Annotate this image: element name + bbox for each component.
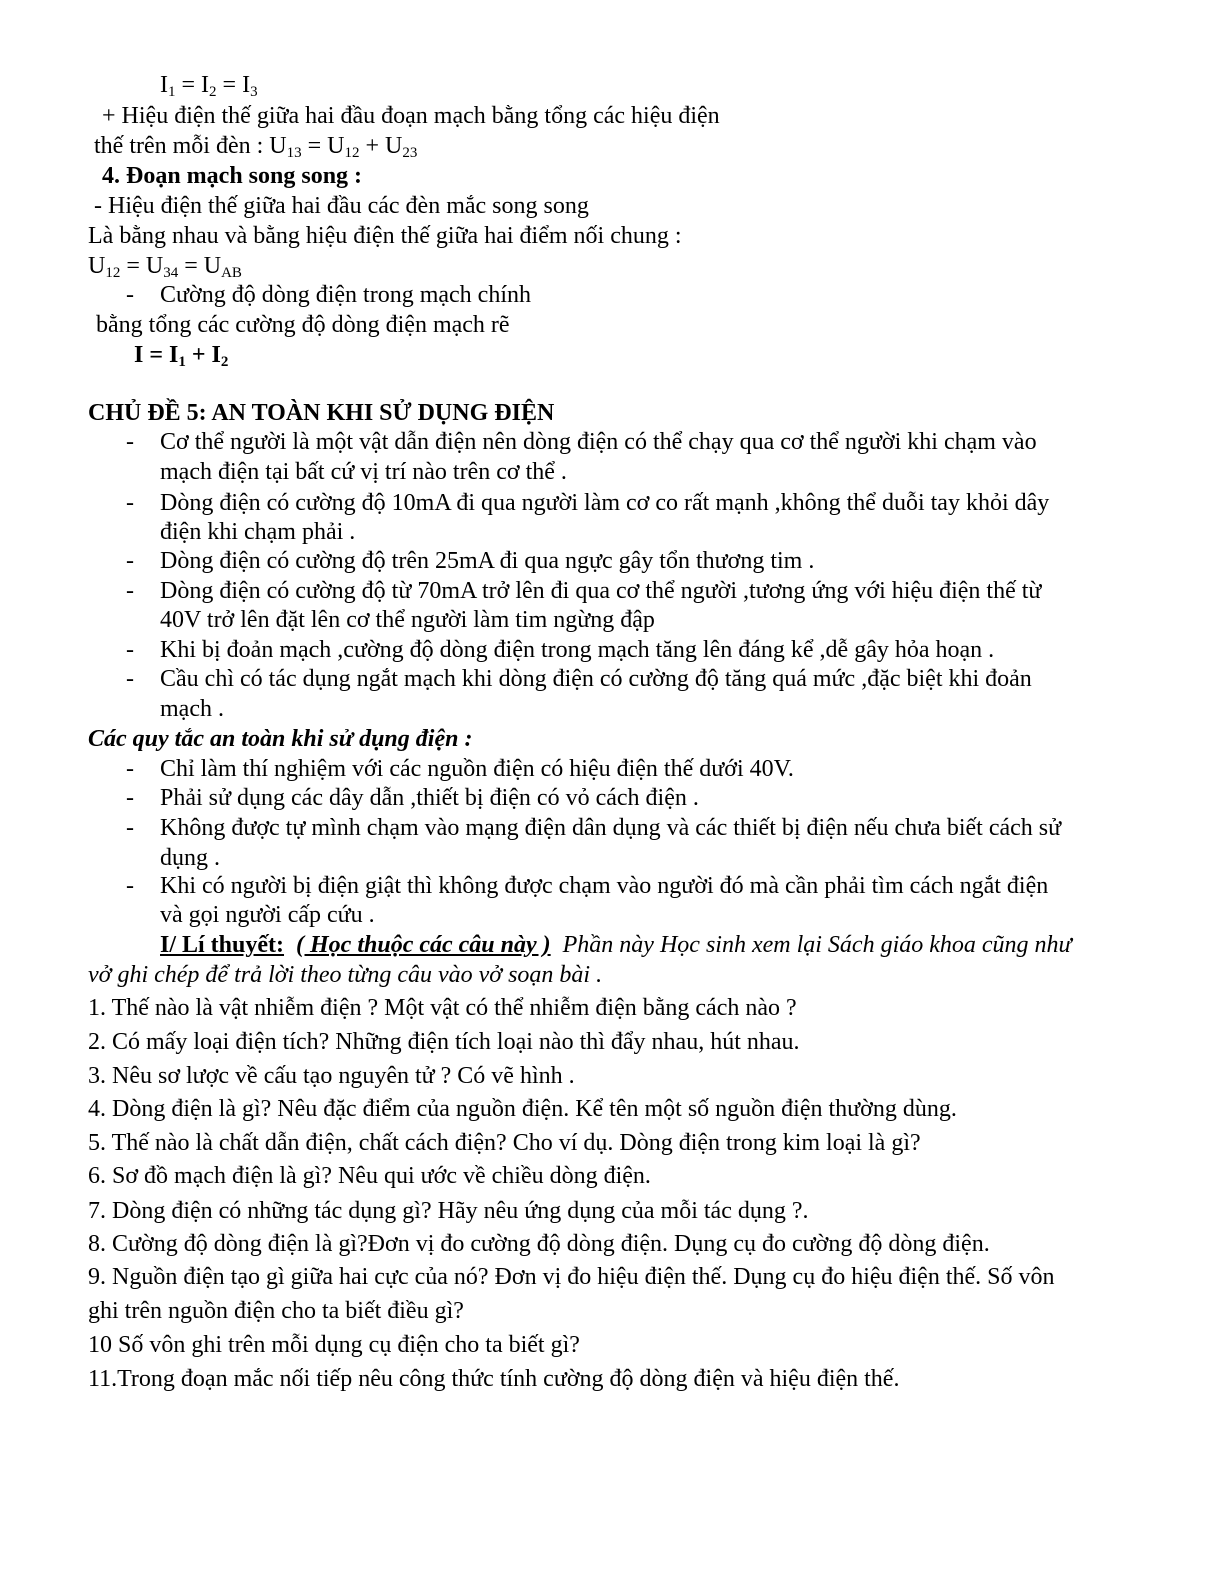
safety-fact-6-line2: mạch . <box>160 696 224 722</box>
safety-fact-4-line2: 40V trở lên đặt lên cơ thể người làm tim ngừng đập <box>160 607 655 633</box>
series-current-formula: $I_1 = I_2 = I_3$ <box>160 72 258 100</box>
bullet-dash: - <box>126 756 134 782</box>
theory-instruction: ( Học thuộc các câu này ) <box>296 932 551 958</box>
safety-rule-3-line2: dụng . <box>160 845 220 871</box>
safety-rule-4-line2: và gọi người cấp cứu . <box>160 902 375 928</box>
question-2: 2. Có mấy loại điện tích? Những điện tích loại nào thì đẩy nhau, hút nhau. <box>88 1029 800 1055</box>
safety-fact-2-line2: điện khi chạm phải . <box>160 519 356 545</box>
bullet-dash: - <box>126 873 134 899</box>
question-9-line2: ghi trên nguồn điện cho ta biết điều gì? <box>88 1298 464 1324</box>
parallel-current-line1: Cường độ dòng điện trong mạch chính <box>160 282 531 308</box>
series-voltage-formula: thế trên mỗi đèn : $U_{13} = U_{12} + U_{23}$ <box>94 133 418 161</box>
safety-rule-2: Phải sử dụng các dây dẫn ,thiết bị điện có vỏ cách điện . <box>160 785 699 811</box>
parallel-voltage-formula: $U_{12} = U_{34} = U_{AB}$ <box>88 253 242 281</box>
question-4: 4. Dòng điện là gì? Nêu đặc điểm của nguồn điện. Kể tên một số nguồn điện thường dùng. <box>88 1096 957 1122</box>
bullet-dash: - <box>126 578 134 604</box>
question-10: 10 Số vôn ghi trên mỗi dụng cụ điện cho ta biết gì? <box>88 1332 580 1358</box>
question-1: 1. Thế nào là vật nhiễm điện ? Một vật có thể nhiễm điện bằng cách nào ? <box>88 995 797 1021</box>
safety-rule-1: Chỉ làm thí nghiệm với các nguồn điện có hiệu điện thế dưới 40V. <box>160 756 794 782</box>
safety-heading: CHỦ ĐỀ 5: AN TOÀN KHI SỬ DỤNG ĐIỆN <box>88 400 555 426</box>
theory-note: Phần này Học sinh xem lại Sách giáo khoa cũng như <box>562 932 1072 958</box>
series-voltage-rule: + Hiệu điện thế giữa hai đầu đoạn mạch bằng tổng các hiệu điện <box>102 103 720 129</box>
theory-note-line2: vở ghi chép để trả lời theo từng câu vào vở soạn bài . <box>88 962 603 988</box>
parallel-current-line2: bằng tổng các cường độ dòng điện mạch rẽ <box>96 312 510 338</box>
theory-heading-line <box>160 930 1072 960</box>
bullet-dash: - <box>126 429 134 455</box>
safety-fact-2-line1: Dòng điện có cường độ 10mA đi qua người làm cơ co rất mạnh ,không thể duỗi tay khỏi dây <box>160 490 1050 516</box>
theory-label: I/ Lí thuyết: <box>160 932 285 958</box>
safety-fact-3-line1: Dòng điện có cường độ trên 25mA đi qua ngực gây tổn thương tim . <box>160 548 815 574</box>
question-9-line1: 9. Nguồn điện tạo gì giữa hai cực của nó? Đơn vị đo hiệu điện thế. Dụng cụ đo hiệu điện thế. Số vôn <box>88 1264 1055 1290</box>
safety-fact-6-line1: Cầu chì có tác dụng ngắt mạch khi dòng điện có cường độ tăng quá mức ,đặc biệt khi đoản <box>160 666 1032 692</box>
safety-fact-5-line1: Khi bị đoản mạch ,cường độ dòng điện trong mạch tăng lên đáng kể ,dễ gây hỏa hoạn . <box>160 637 995 663</box>
safety-rules-heading: Các quy tắc an toàn khi sử dụng điện : <box>88 726 473 752</box>
parallel-current-formula: $I = I_1 + I_2$ <box>134 342 229 370</box>
safety-fact-1-line2: mạch điện tại bất cứ vị trí nào trên cơ thể . <box>160 459 567 485</box>
question-11: 11.Trong đoạn mắc nối tiếp nêu công thức tính cường độ dòng điện và hiệu điện thế. <box>88 1366 900 1392</box>
bullet-dash: - <box>126 282 134 308</box>
question-5: 5. Thế nào là chất dẫn điện, chất cách điện? Cho ví dụ. Dòng điện trong kim loại là gì? <box>88 1130 921 1156</box>
bullet-dash: - <box>126 490 134 516</box>
safety-rule-4-line1: Khi có người bị điện giật thì không được chạm vào người đó mà cần phải tìm cách ngắt điện <box>160 873 1049 899</box>
bullet-dash: - <box>126 637 134 663</box>
safety-rule-3-line1: Không được tự mình chạm vào mạng điện dân dụng và các thiết bị điện nếu chưa biết cách sử <box>160 815 1062 841</box>
bullet-dash: - <box>126 666 134 692</box>
bullet-dash: - <box>126 785 134 811</box>
parallel-voltage-line1: - Hiệu điện thế giữa hai đầu các đèn mắc song song <box>94 193 589 219</box>
safety-fact-4-line1: Dòng điện có cường độ từ 70mA trở lên đi qua cơ thể người ,tương ứng với hiệu điện thế từ <box>160 578 1042 604</box>
bullet-dash: - <box>126 548 134 574</box>
safety-fact-1-line1: Cơ thể người là một vật dẫn điện nên dòng điện có thể chạy qua cơ thể người khi chạm vào <box>160 429 1037 455</box>
question-6: 6. Sơ đồ mạch điện là gì? Nêu qui ước về chiều dòng điện. <box>88 1163 651 1189</box>
bullet-dash: - <box>126 815 134 841</box>
question-8: 8. Cường độ dòng điện là gì?Đơn vị đo cường độ dòng điện. Dụng cụ đo cường độ dòng điện. <box>88 1231 990 1257</box>
question-7: 7. Dòng điện có những tác dụng gì? Hãy nêu ứng dụng của mỗi tác dụng ?. <box>88 1198 809 1224</box>
parallel-heading: 4. Đoạn mạch song song : <box>102 163 363 189</box>
parallel-voltage-line2: Là bằng nhau và bằng hiệu điện thế giữa hai điểm nối chung : <box>88 223 682 249</box>
question-3: 3. Nêu sơ lược về cấu tạo nguyên tử ? Có vẽ hình . <box>88 1063 575 1089</box>
